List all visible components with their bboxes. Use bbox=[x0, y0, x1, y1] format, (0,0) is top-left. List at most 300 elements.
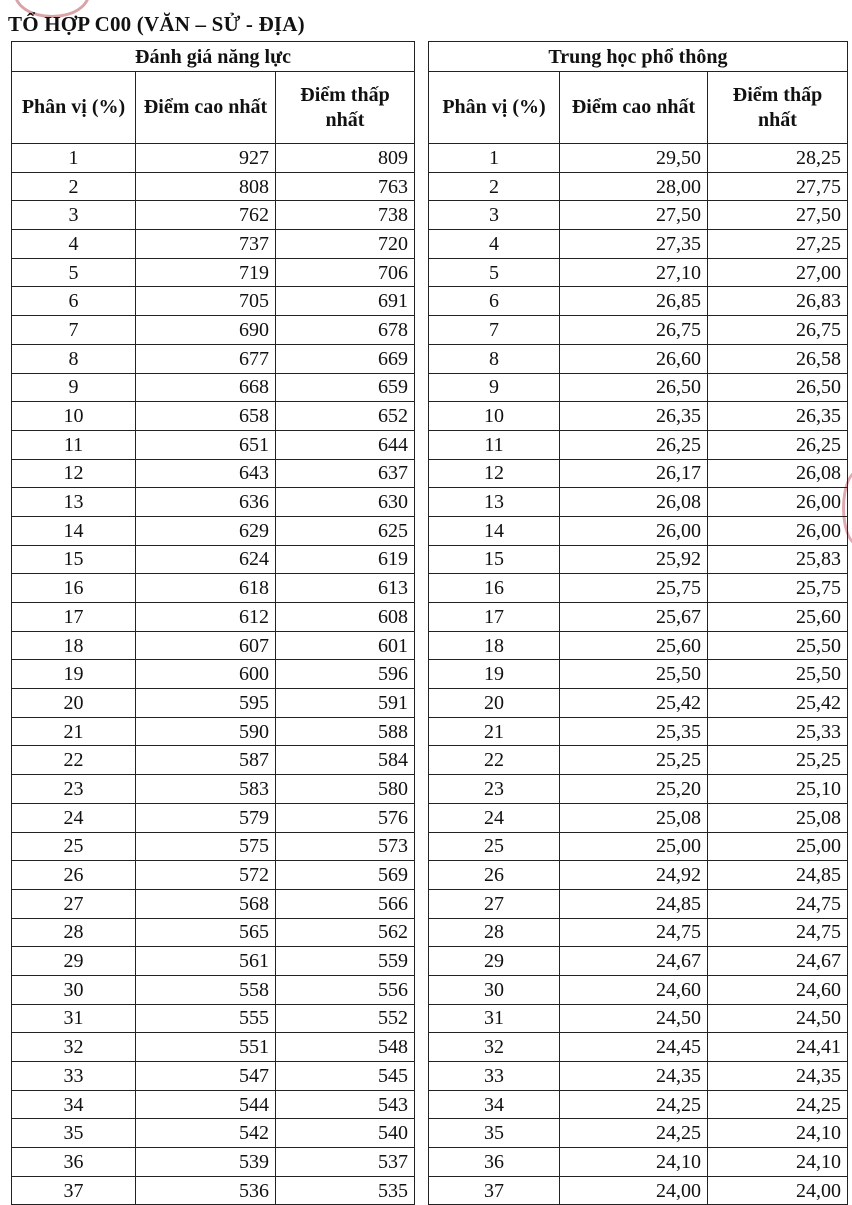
cell-min-score: 26,35 bbox=[708, 402, 848, 431]
table-row bbox=[12, 775, 415, 804]
table-row bbox=[429, 717, 848, 746]
cell-min-score: 588 bbox=[276, 717, 415, 746]
cell-min-score: 738 bbox=[276, 201, 415, 230]
table-body bbox=[12, 144, 415, 1205]
cell-percentile: 2 bbox=[12, 172, 136, 201]
table-row bbox=[429, 258, 848, 287]
cell-percentile: 11 bbox=[12, 430, 136, 459]
cell-min-score: 26,83 bbox=[708, 287, 848, 316]
header-min-score: Điểm thấp nhất bbox=[276, 72, 415, 144]
cell-percentile: 21 bbox=[12, 717, 136, 746]
table-row bbox=[12, 1033, 415, 1062]
cell-max-score: 587 bbox=[136, 746, 276, 775]
cell-max-score: 555 bbox=[136, 1004, 276, 1033]
cell-min-score: 25,08 bbox=[708, 803, 848, 832]
cell-min-score: 644 bbox=[276, 430, 415, 459]
table-row bbox=[429, 775, 848, 804]
cell-max-score: 25,60 bbox=[560, 631, 708, 660]
table-row bbox=[429, 861, 848, 890]
score-table-dgnl bbox=[11, 41, 415, 1205]
table-group-title: Trung học phổ thông bbox=[429, 42, 848, 72]
cell-max-score: 539 bbox=[136, 1148, 276, 1177]
cell-min-score: 24,41 bbox=[708, 1033, 848, 1062]
cell-min-score: 26,75 bbox=[708, 316, 848, 345]
header-percentile: Phân vị (%) bbox=[429, 72, 560, 144]
cell-percentile: 20 bbox=[429, 689, 560, 718]
cell-max-score: 542 bbox=[136, 1119, 276, 1148]
table-row bbox=[429, 947, 848, 976]
cell-max-score: 28,00 bbox=[560, 172, 708, 201]
table-row bbox=[12, 832, 415, 861]
cell-min-score: 27,50 bbox=[708, 201, 848, 230]
cell-percentile: 34 bbox=[429, 1090, 560, 1119]
table-row bbox=[429, 574, 848, 603]
cell-percentile: 22 bbox=[429, 746, 560, 775]
cell-max-score: 27,35 bbox=[560, 230, 708, 259]
cell-percentile: 25 bbox=[12, 832, 136, 861]
table-row bbox=[429, 689, 848, 718]
cell-percentile: 8 bbox=[429, 344, 560, 373]
cell-max-score: 575 bbox=[136, 832, 276, 861]
table-row bbox=[429, 746, 848, 775]
cell-max-score: 24,45 bbox=[560, 1033, 708, 1062]
cell-max-score: 762 bbox=[136, 201, 276, 230]
cell-percentile: 35 bbox=[429, 1119, 560, 1148]
cell-min-score: 608 bbox=[276, 603, 415, 632]
cell-percentile: 24 bbox=[429, 803, 560, 832]
cell-min-score: 545 bbox=[276, 1062, 415, 1091]
cell-max-score: 629 bbox=[136, 516, 276, 545]
cell-percentile: 22 bbox=[12, 746, 136, 775]
cell-max-score: 705 bbox=[136, 287, 276, 316]
cell-max-score: 24,60 bbox=[560, 975, 708, 1004]
table-row bbox=[12, 803, 415, 832]
table-row bbox=[429, 975, 848, 1004]
table-row bbox=[429, 1062, 848, 1091]
cell-percentile: 15 bbox=[429, 545, 560, 574]
cell-min-score: 543 bbox=[276, 1090, 415, 1119]
cell-percentile: 27 bbox=[12, 889, 136, 918]
cell-percentile: 17 bbox=[429, 603, 560, 632]
table-row bbox=[429, 1148, 848, 1177]
table-row bbox=[12, 889, 415, 918]
cell-min-score: 556 bbox=[276, 975, 415, 1004]
cell-percentile: 29 bbox=[12, 947, 136, 976]
cell-percentile: 1 bbox=[429, 144, 560, 173]
table-row bbox=[429, 459, 848, 488]
cell-percentile: 2 bbox=[429, 172, 560, 201]
cell-min-score: 25,10 bbox=[708, 775, 848, 804]
cell-percentile: 5 bbox=[429, 258, 560, 287]
table-row bbox=[429, 230, 848, 259]
cell-percentile: 11 bbox=[429, 430, 560, 459]
cell-percentile: 26 bbox=[429, 861, 560, 890]
cell-percentile: 16 bbox=[429, 574, 560, 603]
table-row bbox=[12, 516, 415, 545]
cell-min-score: 562 bbox=[276, 918, 415, 947]
table-row bbox=[12, 861, 415, 890]
cell-max-score: 737 bbox=[136, 230, 276, 259]
cell-percentile: 15 bbox=[12, 545, 136, 574]
cell-max-score: 651 bbox=[136, 430, 276, 459]
cell-min-score: 552 bbox=[276, 1004, 415, 1033]
table-row bbox=[429, 1176, 848, 1205]
table-row bbox=[12, 947, 415, 976]
cell-max-score: 25,67 bbox=[560, 603, 708, 632]
table-row bbox=[429, 889, 848, 918]
cell-max-score: 607 bbox=[136, 631, 276, 660]
cell-max-score: 26,85 bbox=[560, 287, 708, 316]
cell-min-score: 24,00 bbox=[708, 1176, 848, 1205]
cell-min-score: 601 bbox=[276, 631, 415, 660]
cell-max-score: 26,17 bbox=[560, 459, 708, 488]
cell-percentile: 6 bbox=[429, 287, 560, 316]
cell-min-score: 25,42 bbox=[708, 689, 848, 718]
table-row bbox=[12, 574, 415, 603]
cell-percentile: 18 bbox=[12, 631, 136, 660]
table-row bbox=[429, 631, 848, 660]
header-max-score: Điểm cao nhất bbox=[560, 72, 708, 144]
cell-percentile: 7 bbox=[429, 316, 560, 345]
cell-max-score: 719 bbox=[136, 258, 276, 287]
cell-max-score: 612 bbox=[136, 603, 276, 632]
cell-percentile: 24 bbox=[12, 803, 136, 832]
cell-min-score: 27,75 bbox=[708, 172, 848, 201]
cell-percentile: 33 bbox=[12, 1062, 136, 1091]
cell-percentile: 10 bbox=[12, 402, 136, 431]
cell-min-score: 25,75 bbox=[708, 574, 848, 603]
cell-max-score: 568 bbox=[136, 889, 276, 918]
cell-percentile: 13 bbox=[12, 488, 136, 517]
cell-min-score: 548 bbox=[276, 1033, 415, 1062]
table-row bbox=[12, 746, 415, 775]
cell-min-score: 26,00 bbox=[708, 516, 848, 545]
table-row bbox=[12, 430, 415, 459]
cell-max-score: 547 bbox=[136, 1062, 276, 1091]
cell-max-score: 643 bbox=[136, 459, 276, 488]
cell-max-score: 25,92 bbox=[560, 545, 708, 574]
cell-max-score: 26,00 bbox=[560, 516, 708, 545]
cell-min-score: 625 bbox=[276, 516, 415, 545]
cell-percentile: 28 bbox=[12, 918, 136, 947]
table-row bbox=[12, 1062, 415, 1091]
cell-max-score: 595 bbox=[136, 689, 276, 718]
cell-min-score: 584 bbox=[276, 746, 415, 775]
table-row bbox=[429, 287, 848, 316]
cell-min-score: 619 bbox=[276, 545, 415, 574]
table-row bbox=[12, 344, 415, 373]
cell-max-score: 25,42 bbox=[560, 689, 708, 718]
cell-min-score: 659 bbox=[276, 373, 415, 402]
cell-max-score: 590 bbox=[136, 717, 276, 746]
cell-max-score: 668 bbox=[136, 373, 276, 402]
cell-percentile: 7 bbox=[12, 316, 136, 345]
cell-max-score: 25,20 bbox=[560, 775, 708, 804]
cell-percentile: 19 bbox=[12, 660, 136, 689]
cell-max-score: 26,25 bbox=[560, 430, 708, 459]
table-row bbox=[12, 918, 415, 947]
cell-max-score: 24,10 bbox=[560, 1148, 708, 1177]
cell-max-score: 624 bbox=[136, 545, 276, 574]
cell-min-score: 24,50 bbox=[708, 1004, 848, 1033]
cell-min-score: 24,75 bbox=[708, 918, 848, 947]
cell-min-score: 559 bbox=[276, 947, 415, 976]
cell-percentile: 16 bbox=[12, 574, 136, 603]
cell-percentile: 4 bbox=[429, 230, 560, 259]
cell-min-score: 26,08 bbox=[708, 459, 848, 488]
table-body bbox=[429, 144, 848, 1205]
cell-min-score: 596 bbox=[276, 660, 415, 689]
cell-percentile: 12 bbox=[12, 459, 136, 488]
cell-percentile: 32 bbox=[12, 1033, 136, 1062]
cell-percentile: 5 bbox=[12, 258, 136, 287]
page-title: TỔ HỢP C00 (VĂN – SỬ - ĐỊA) bbox=[8, 12, 305, 36]
cell-max-score: 27,50 bbox=[560, 201, 708, 230]
cell-max-score: 29,50 bbox=[560, 144, 708, 173]
cell-max-score: 25,25 bbox=[560, 746, 708, 775]
table-row bbox=[429, 1004, 848, 1033]
cell-percentile: 26 bbox=[12, 861, 136, 890]
cell-max-score: 24,00 bbox=[560, 1176, 708, 1205]
cell-max-score: 25,00 bbox=[560, 832, 708, 861]
cell-max-score: 25,35 bbox=[560, 717, 708, 746]
cell-percentile: 34 bbox=[12, 1090, 136, 1119]
table-row bbox=[12, 545, 415, 574]
cell-percentile: 23 bbox=[12, 775, 136, 804]
cell-max-score: 808 bbox=[136, 172, 276, 201]
cell-percentile: 31 bbox=[429, 1004, 560, 1033]
cell-min-score: 580 bbox=[276, 775, 415, 804]
cell-min-score: 678 bbox=[276, 316, 415, 345]
cell-max-score: 636 bbox=[136, 488, 276, 517]
table-row bbox=[12, 172, 415, 201]
table-row bbox=[12, 1148, 415, 1177]
table-row bbox=[12, 144, 415, 173]
cell-percentile: 9 bbox=[429, 373, 560, 402]
table-row bbox=[429, 803, 848, 832]
cell-min-score: 25,50 bbox=[708, 660, 848, 689]
cell-min-score: 613 bbox=[276, 574, 415, 603]
cell-min-score: 26,50 bbox=[708, 373, 848, 402]
table-row bbox=[12, 689, 415, 718]
cell-min-score: 28,25 bbox=[708, 144, 848, 173]
cell-max-score: 600 bbox=[136, 660, 276, 689]
table-row bbox=[429, 1119, 848, 1148]
table-row bbox=[12, 230, 415, 259]
cell-min-score: 24,75 bbox=[708, 889, 848, 918]
cell-percentile: 37 bbox=[12, 1176, 136, 1205]
table-row bbox=[429, 402, 848, 431]
table-row bbox=[429, 201, 848, 230]
cell-percentile: 36 bbox=[429, 1148, 560, 1177]
cell-min-score: 591 bbox=[276, 689, 415, 718]
cell-max-score: 583 bbox=[136, 775, 276, 804]
cell-max-score: 565 bbox=[136, 918, 276, 947]
cell-min-score: 27,00 bbox=[708, 258, 848, 287]
table-row bbox=[429, 1090, 848, 1119]
cell-percentile: 13 bbox=[429, 488, 560, 517]
cell-min-score: 24,85 bbox=[708, 861, 848, 890]
table-row bbox=[429, 545, 848, 574]
cell-percentile: 33 bbox=[429, 1062, 560, 1091]
cell-percentile: 6 bbox=[12, 287, 136, 316]
cell-max-score: 24,50 bbox=[560, 1004, 708, 1033]
cell-max-score: 544 bbox=[136, 1090, 276, 1119]
table-row bbox=[429, 918, 848, 947]
cell-min-score: 669 bbox=[276, 344, 415, 373]
cell-percentile: 9 bbox=[12, 373, 136, 402]
cell-max-score: 551 bbox=[136, 1033, 276, 1062]
header-min-score: Điểm thấp nhất bbox=[708, 72, 848, 144]
cell-percentile: 31 bbox=[12, 1004, 136, 1033]
cell-min-score: 573 bbox=[276, 832, 415, 861]
cell-percentile: 25 bbox=[429, 832, 560, 861]
cell-min-score: 25,83 bbox=[708, 545, 848, 574]
cell-min-score: 763 bbox=[276, 172, 415, 201]
table-row bbox=[429, 832, 848, 861]
cell-percentile: 18 bbox=[429, 631, 560, 660]
cell-max-score: 24,92 bbox=[560, 861, 708, 890]
table-row bbox=[12, 631, 415, 660]
table-row bbox=[429, 603, 848, 632]
table-row bbox=[12, 717, 415, 746]
cell-min-score: 24,10 bbox=[708, 1148, 848, 1177]
table-row bbox=[429, 660, 848, 689]
table-row bbox=[12, 258, 415, 287]
cell-min-score: 576 bbox=[276, 803, 415, 832]
cell-max-score: 24,75 bbox=[560, 918, 708, 947]
cell-max-score: 26,08 bbox=[560, 488, 708, 517]
cell-min-score: 24,35 bbox=[708, 1062, 848, 1091]
cell-max-score: 24,25 bbox=[560, 1119, 708, 1148]
cell-percentile: 27 bbox=[429, 889, 560, 918]
table-row bbox=[12, 459, 415, 488]
cell-max-score: 25,50 bbox=[560, 660, 708, 689]
cell-max-score: 26,35 bbox=[560, 402, 708, 431]
table-row bbox=[12, 316, 415, 345]
table-row bbox=[12, 975, 415, 1004]
cell-min-score: 25,60 bbox=[708, 603, 848, 632]
cell-min-score: 706 bbox=[276, 258, 415, 287]
cell-percentile: 30 bbox=[12, 975, 136, 1004]
table-row bbox=[12, 488, 415, 517]
table-row bbox=[429, 316, 848, 345]
cell-min-score: 809 bbox=[276, 144, 415, 173]
cell-percentile: 23 bbox=[429, 775, 560, 804]
table-group-title: Đánh giá năng lực bbox=[12, 42, 415, 72]
cell-percentile: 14 bbox=[12, 516, 136, 545]
cell-min-score: 637 bbox=[276, 459, 415, 488]
cell-min-score: 25,50 bbox=[708, 631, 848, 660]
cell-min-score: 27,25 bbox=[708, 230, 848, 259]
cell-percentile: 32 bbox=[429, 1033, 560, 1062]
cell-percentile: 8 bbox=[12, 344, 136, 373]
cell-min-score: 25,33 bbox=[708, 717, 848, 746]
cell-min-score: 24,67 bbox=[708, 947, 848, 976]
cell-min-score: 569 bbox=[276, 861, 415, 890]
cell-percentile: 19 bbox=[429, 660, 560, 689]
cell-max-score: 24,67 bbox=[560, 947, 708, 976]
cell-percentile: 3 bbox=[12, 201, 136, 230]
cell-min-score: 25,25 bbox=[708, 746, 848, 775]
table-row bbox=[429, 1033, 848, 1062]
cell-max-score: 25,75 bbox=[560, 574, 708, 603]
cell-max-score: 24,25 bbox=[560, 1090, 708, 1119]
cell-min-score: 566 bbox=[276, 889, 415, 918]
cell-percentile: 21 bbox=[429, 717, 560, 746]
header-percentile: Phân vị (%) bbox=[12, 72, 136, 144]
cell-percentile: 14 bbox=[429, 516, 560, 545]
cell-max-score: 26,75 bbox=[560, 316, 708, 345]
table-row bbox=[429, 144, 848, 173]
cell-percentile: 30 bbox=[429, 975, 560, 1004]
table-row bbox=[12, 373, 415, 402]
cell-min-score: 24,10 bbox=[708, 1119, 848, 1148]
cell-percentile: 36 bbox=[12, 1148, 136, 1177]
cell-min-score: 720 bbox=[276, 230, 415, 259]
cell-max-score: 26,60 bbox=[560, 344, 708, 373]
score-table-thpt bbox=[428, 41, 848, 1205]
cell-min-score: 25,00 bbox=[708, 832, 848, 861]
header-max-score: Điểm cao nhất bbox=[136, 72, 276, 144]
cell-max-score: 677 bbox=[136, 344, 276, 373]
cell-max-score: 27,10 bbox=[560, 258, 708, 287]
cell-min-score: 652 bbox=[276, 402, 415, 431]
cell-max-score: 558 bbox=[136, 975, 276, 1004]
table-row bbox=[12, 603, 415, 632]
cell-min-score: 537 bbox=[276, 1148, 415, 1177]
cell-min-score: 26,25 bbox=[708, 430, 848, 459]
cell-percentile: 37 bbox=[429, 1176, 560, 1205]
cell-max-score: 658 bbox=[136, 402, 276, 431]
table-row bbox=[12, 287, 415, 316]
table-row bbox=[429, 172, 848, 201]
table-row bbox=[12, 201, 415, 230]
cell-max-score: 536 bbox=[136, 1176, 276, 1205]
cell-percentile: 10 bbox=[429, 402, 560, 431]
table-row bbox=[429, 344, 848, 373]
cell-min-score: 691 bbox=[276, 287, 415, 316]
table-row bbox=[12, 1119, 415, 1148]
cell-max-score: 927 bbox=[136, 144, 276, 173]
table-row bbox=[429, 516, 848, 545]
cell-max-score: 572 bbox=[136, 861, 276, 890]
cell-percentile: 28 bbox=[429, 918, 560, 947]
cell-percentile: 1 bbox=[12, 144, 136, 173]
cell-percentile: 17 bbox=[12, 603, 136, 632]
cell-max-score: 26,50 bbox=[560, 373, 708, 402]
cell-min-score: 24,60 bbox=[708, 975, 848, 1004]
cell-max-score: 24,85 bbox=[560, 889, 708, 918]
cell-max-score: 24,35 bbox=[560, 1062, 708, 1091]
table-row bbox=[12, 1176, 415, 1205]
table-row bbox=[12, 402, 415, 431]
cell-max-score: 579 bbox=[136, 803, 276, 832]
cell-min-score: 26,00 bbox=[708, 488, 848, 517]
table-row bbox=[12, 1090, 415, 1119]
cell-max-score: 690 bbox=[136, 316, 276, 345]
cell-percentile: 4 bbox=[12, 230, 136, 259]
cell-max-score: 618 bbox=[136, 574, 276, 603]
cell-percentile: 29 bbox=[429, 947, 560, 976]
table-row bbox=[12, 1004, 415, 1033]
cell-max-score: 561 bbox=[136, 947, 276, 976]
cell-max-score: 25,08 bbox=[560, 803, 708, 832]
table-row bbox=[12, 660, 415, 689]
cell-min-score: 26,58 bbox=[708, 344, 848, 373]
table-row bbox=[429, 373, 848, 402]
cell-min-score: 535 bbox=[276, 1176, 415, 1205]
